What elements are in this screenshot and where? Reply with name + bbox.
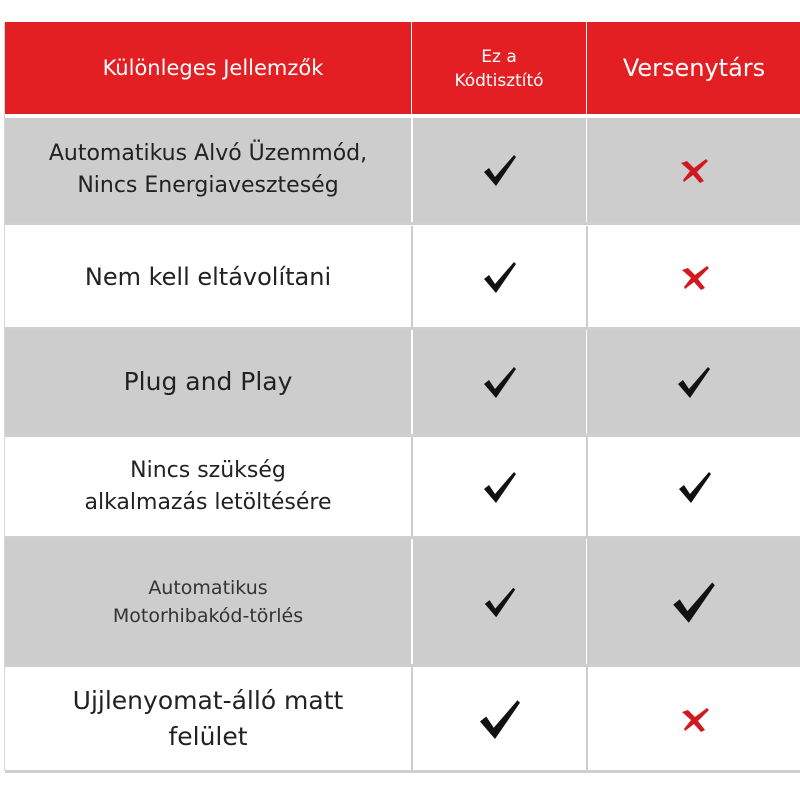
table-row xyxy=(5,118,800,222)
feature-text-line1: Nem kell eltávolítani xyxy=(84,262,332,291)
table-row xyxy=(5,330,800,434)
product-cell xyxy=(411,667,586,771)
product-cell xyxy=(411,330,586,434)
feature-cell xyxy=(5,539,411,664)
feature-column-header xyxy=(5,22,411,114)
competitor-column-header xyxy=(586,22,800,114)
comparison-table xyxy=(4,22,800,771)
row-divider xyxy=(5,664,800,667)
product-cell xyxy=(411,118,586,222)
table-row xyxy=(5,437,800,536)
feature-cell xyxy=(5,437,411,536)
row-divider xyxy=(5,327,800,330)
feature-text-line2: Nincs Energiaveszteség xyxy=(77,173,339,198)
feature-column-header-label: Különleges Jellemzők xyxy=(102,56,324,80)
check-icon xyxy=(480,467,520,507)
check-icon xyxy=(475,694,525,744)
feature-cell xyxy=(5,118,411,222)
check-icon xyxy=(675,467,715,507)
cross-icon xyxy=(678,702,712,736)
check-icon xyxy=(481,583,519,621)
feature-text-line2: felület xyxy=(168,722,248,751)
feature-cell xyxy=(5,667,411,771)
competitor-cell xyxy=(586,539,800,664)
feature-text-line1: Automatikus Alvó Üzemmód, xyxy=(48,141,368,166)
cross-icon xyxy=(678,260,712,294)
check-icon xyxy=(480,257,520,297)
competitor-cell xyxy=(586,667,800,771)
row-divider xyxy=(5,536,800,539)
competitor-cell xyxy=(586,118,800,222)
table-row xyxy=(5,539,800,664)
row-divider xyxy=(5,434,800,437)
check-icon xyxy=(480,362,520,402)
product-cell xyxy=(411,226,586,327)
feature-text-line1: Ujjlenyomat-álló matt xyxy=(72,686,344,715)
competitor-cell xyxy=(586,226,800,327)
check-icon xyxy=(674,362,714,402)
feature-text-line1: Nincs szükség xyxy=(130,457,286,483)
feature-text-line1: Automatikus xyxy=(148,576,268,599)
feature-text-line1: Plug and Play xyxy=(123,367,293,396)
product-column-header xyxy=(411,22,586,114)
competitor-cell xyxy=(586,437,800,536)
competitor-column-header-label: Versenytárs xyxy=(622,54,766,82)
cross-icon xyxy=(677,153,711,187)
table-row xyxy=(5,226,800,327)
feature-cell xyxy=(5,330,411,434)
table-row xyxy=(5,667,800,771)
feature-cell xyxy=(5,226,411,327)
header-row xyxy=(5,22,800,114)
feature-text-line2: alkalmazás letöltésére xyxy=(84,489,332,515)
competitor-cell xyxy=(586,330,800,434)
product-column-header-line1: Ez a xyxy=(481,47,517,67)
check-icon xyxy=(480,150,520,190)
table-bottom-border xyxy=(5,770,800,773)
check-icon xyxy=(668,576,720,628)
feature-text-line2: Motorhibakód-törlés xyxy=(112,604,304,627)
product-cell xyxy=(411,437,586,536)
product-cell xyxy=(411,539,586,664)
row-divider xyxy=(5,222,800,225)
product-column-header-line2: Kódtisztító xyxy=(454,71,544,91)
